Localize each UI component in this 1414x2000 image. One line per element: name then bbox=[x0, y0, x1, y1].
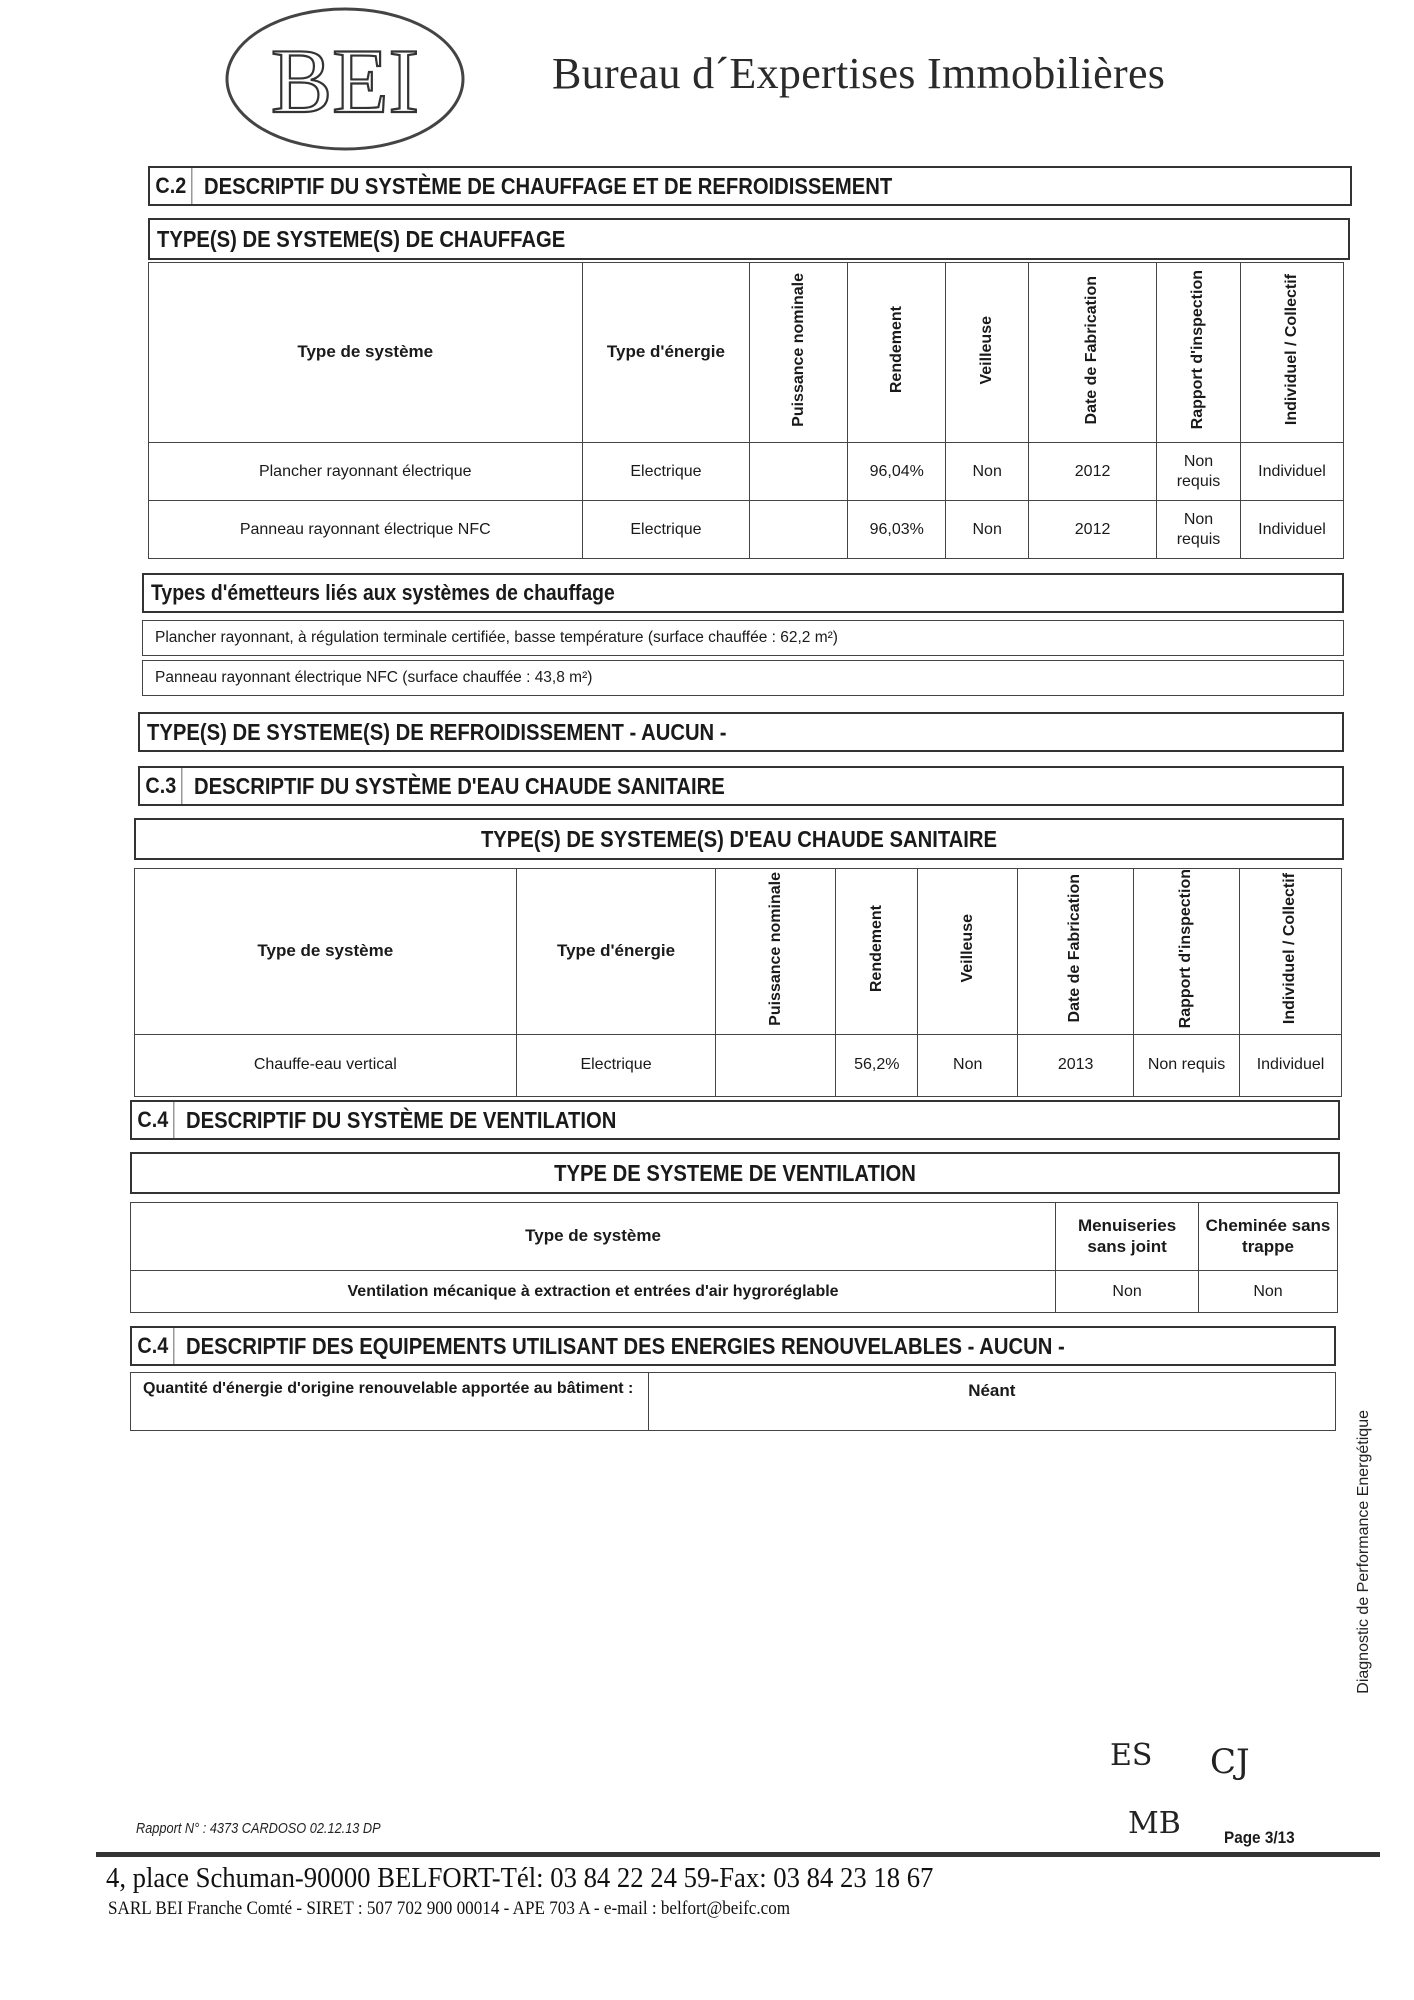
section-title: DESCRIPTIF DU SYSTÈME DE VENTILATION bbox=[186, 1106, 617, 1133]
cell-veilleuse: Non bbox=[946, 443, 1029, 501]
col-veilleuse: Veilleuse bbox=[946, 263, 1029, 443]
ventilation-table bbox=[130, 1202, 1338, 1313]
heating-table bbox=[148, 262, 1344, 559]
heating-subtitle-bar bbox=[148, 218, 1350, 260]
cell-individuel: Individuel bbox=[1240, 443, 1343, 501]
company-legal-info: SARL BEI Franche Comté - SIRET : 507 702 900 00014 - APE 703 A - e-mail : belfort@beifc.com bbox=[108, 1898, 791, 1919]
report-reference: Rapport N° : 4373 CARDOSO 02.12.13 DP bbox=[136, 1820, 381, 1837]
col-date-fabrication: Date de Fabrication bbox=[1029, 263, 1157, 443]
col-cheminee: Cheminée sans trappe bbox=[1199, 1203, 1338, 1271]
dhw-table bbox=[134, 868, 1342, 1097]
col-menuiseries: Menuiseries sans joint bbox=[1056, 1203, 1199, 1271]
footer-divider bbox=[96, 1852, 1380, 1857]
table-row bbox=[135, 1034, 1342, 1096]
table-header-row bbox=[149, 263, 1344, 443]
col-veilleuse: Veilleuse bbox=[918, 869, 1018, 1035]
emitters-title: Types d'émetteurs liés aux systèmes de chauffage bbox=[151, 580, 615, 605]
cell-type: Plancher rayonnant électrique bbox=[149, 443, 583, 501]
cell-type: Chauffe-eau vertical bbox=[135, 1034, 517, 1096]
col-rendement: Rendement bbox=[836, 869, 918, 1035]
section-c3-header bbox=[138, 766, 1344, 806]
col-individuel-collectif: Individuel / Collectif bbox=[1239, 869, 1341, 1035]
section-code: C.4 bbox=[132, 1102, 175, 1138]
table-row bbox=[149, 501, 1344, 559]
cooling-title: TYPE(S) DE SYSTEME(S) DE REFROIDISSEMENT - AUCUN - bbox=[147, 718, 727, 745]
section-c4-ventilation-header bbox=[130, 1100, 1340, 1140]
cell-date: 2012 bbox=[1029, 443, 1157, 501]
cell-veilleuse: Non bbox=[946, 501, 1029, 559]
table-header-row bbox=[131, 1203, 1338, 1271]
section-title: DESCRIPTIF DU SYSTÈME D'EAU CHAUDE SANITAIRE bbox=[194, 772, 726, 799]
cell-veilleuse: Non bbox=[918, 1034, 1018, 1096]
col-type-systeme: Type de système bbox=[131, 1203, 1056, 1271]
section-c2-header bbox=[148, 166, 1352, 206]
section-code: C.3 bbox=[140, 768, 183, 804]
emitter-item: Panneau rayonnant électrique NFC (surface chauffée : 43,8 m²) bbox=[142, 660, 1344, 696]
emitters-title-bar bbox=[142, 573, 1344, 613]
cell-individuel: Individuel bbox=[1239, 1034, 1341, 1096]
section-code: C.4 bbox=[132, 1328, 175, 1364]
handwritten-initials: CJ bbox=[1210, 1742, 1250, 1782]
col-rendement: Rendement bbox=[848, 263, 946, 443]
section-title: DESCRIPTIF DES EQUIPEMENTS UTILISANT DES ENERGIES RENOUVELABLES - AUCUN - bbox=[186, 1332, 1065, 1359]
col-type-systeme: Type de système bbox=[135, 869, 517, 1035]
table-row bbox=[131, 1271, 1338, 1313]
side-label: Diagnostic de Performance Energétique bbox=[1355, 1410, 1372, 1694]
cell-rendement: 96,03% bbox=[848, 501, 946, 559]
col-type-systeme: Type de système bbox=[149, 263, 583, 443]
col-type-energie: Type d'énergie bbox=[582, 263, 750, 443]
table-header-row bbox=[135, 869, 1342, 1035]
cell-energie: Electrique bbox=[582, 443, 750, 501]
emitter-item: Plancher rayonnant, à régulation terminale certifiée, basse température (surface chauffée : 62,2 m²) bbox=[142, 620, 1344, 656]
cell-puissance bbox=[750, 501, 848, 559]
col-date-fabrication: Date de Fabrication bbox=[1018, 869, 1134, 1035]
cell-rendement: 96,04% bbox=[848, 443, 946, 501]
renewables-value: Néant bbox=[648, 1373, 1335, 1431]
logo-text: BEI bbox=[270, 30, 420, 132]
col-individuel-collectif: Individuel / Collectif bbox=[1240, 263, 1343, 443]
cell-rapport: Non requis bbox=[1157, 443, 1241, 501]
cell-date: 2012 bbox=[1029, 501, 1157, 559]
cell-date: 2013 bbox=[1018, 1034, 1134, 1096]
logo-emblem-icon bbox=[218, 4, 472, 154]
col-type-energie: Type d'énergie bbox=[516, 869, 716, 1035]
cell-puissance bbox=[716, 1034, 836, 1096]
cell-type: Ventilation mécanique à extraction et entrées d'air hygroréglable bbox=[131, 1271, 1056, 1313]
cell-type: Panneau rayonnant électrique NFC bbox=[149, 501, 583, 559]
dhw-subtitle-bar bbox=[134, 818, 1344, 860]
ventilation-subtitle: TYPE DE SYSTEME DE VENTILATION bbox=[554, 1159, 916, 1186]
cell-puissance bbox=[750, 443, 848, 501]
company-address: 4, place Schuman-90000 BELFORT-Tél: 03 84 22 24 59-Fax: 03 84 23 18 67 bbox=[106, 1862, 934, 1894]
cell-cheminee: Non bbox=[1199, 1271, 1338, 1313]
cell-rendement: 56,2% bbox=[836, 1034, 918, 1096]
table-row bbox=[131, 1373, 1336, 1431]
section-c4-renewables-header bbox=[130, 1326, 1336, 1366]
cell-energie: Electrique bbox=[516, 1034, 716, 1096]
handwritten-initials: MB bbox=[1128, 1806, 1181, 1841]
renewables-label: Quantité d'énergie d'origine renouvelable apportée au bâtiment : bbox=[131, 1373, 649, 1431]
renewables-table bbox=[130, 1372, 1336, 1431]
cell-energie: Electrique bbox=[582, 501, 750, 559]
page-number: Page 3/13 bbox=[1224, 1828, 1295, 1847]
cell-menuiseries: Non bbox=[1056, 1271, 1199, 1313]
cell-rapport: Non requis bbox=[1157, 501, 1241, 559]
section-code: C.2 bbox=[150, 168, 193, 204]
cell-rapport: Non requis bbox=[1134, 1034, 1240, 1096]
cell-individuel: Individuel bbox=[1240, 501, 1343, 559]
company-name: Bureau d´Expertises Immobilières bbox=[552, 49, 1166, 98]
cooling-title-bar bbox=[138, 712, 1344, 752]
ventilation-subtitle-bar bbox=[130, 1152, 1340, 1194]
handwritten-initials: ES bbox=[1110, 1738, 1153, 1773]
dhw-subtitle: TYPE(S) DE SYSTEME(S) D'EAU CHAUDE SANITAIRE bbox=[480, 825, 998, 852]
col-rapport-inspection: Rapport d'inspection bbox=[1134, 869, 1240, 1035]
section-title: DESCRIPTIF DU SYSTÈME DE CHAUFFAGE ET DE REFROIDISSEMENT bbox=[204, 172, 893, 199]
company-logo bbox=[218, 4, 472, 154]
col-puissance: Puissance nominale bbox=[750, 263, 848, 443]
col-rapport-inspection: Rapport d'inspection bbox=[1157, 263, 1241, 443]
table-row bbox=[149, 443, 1344, 501]
col-puissance: Puissance nominale bbox=[716, 869, 836, 1035]
heating-subtitle: TYPE(S) DE SYSTEME(S) DE CHAUFFAGE bbox=[157, 225, 566, 252]
